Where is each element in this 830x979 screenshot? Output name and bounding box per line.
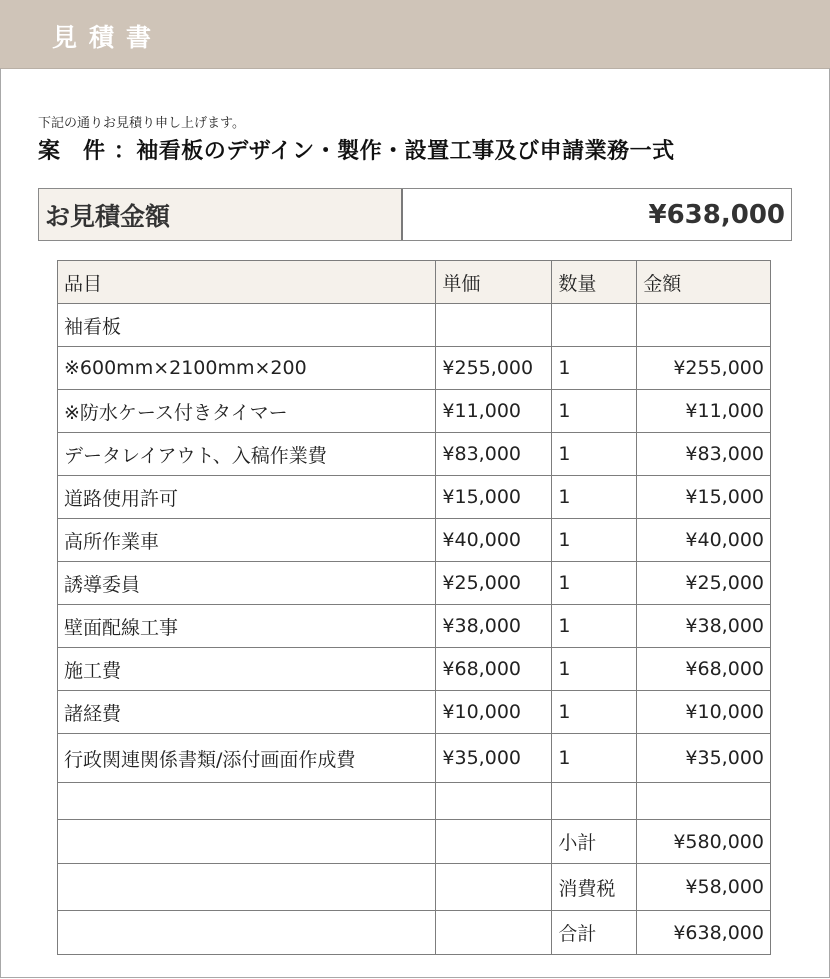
empty-cell	[58, 820, 436, 864]
table-row	[58, 519, 771, 562]
unit-price-cell: ¥255,000	[436, 347, 552, 390]
item-cell: データレイアウト、入稿作業費	[58, 433, 436, 476]
amount-cell: ¥35,000	[637, 734, 771, 783]
amount-cell: ¥11,000	[637, 390, 771, 433]
column-header-quantity: 数量	[552, 261, 637, 304]
quantity-cell: 1	[552, 519, 637, 562]
empty-cell	[58, 911, 436, 955]
table-row	[58, 648, 771, 691]
quantity-cell: 1	[552, 433, 637, 476]
table-row	[58, 433, 771, 476]
grand-total-row	[58, 911, 771, 955]
subtotal-value: ¥580,000	[637, 820, 771, 864]
item-cell: 袖看板	[58, 304, 436, 347]
quantity-cell: 1	[552, 691, 637, 734]
table-header-row	[58, 261, 771, 304]
unit-price-cell: ¥38,000	[436, 605, 552, 648]
intro-text: 下記の通りお見積り申し上げます。	[38, 116, 245, 131]
unit-price-cell: ¥35,000	[436, 734, 552, 783]
estimate-total-box	[38, 188, 792, 241]
quantity-cell: 1	[552, 605, 637, 648]
quantity-cell: 1	[552, 476, 637, 519]
grand-total-label: 合計	[552, 911, 637, 955]
quantity-cell: 1	[552, 347, 637, 390]
estimate-total-label: お見積金額	[39, 189, 403, 240]
table-row	[58, 734, 771, 783]
subject-label: 案 件	[38, 139, 106, 164]
empty-cell	[436, 820, 552, 864]
subject-value: ：袖看板のデザイン・製作・設置工事及び申請業務一式	[113, 139, 675, 164]
table-row	[58, 691, 771, 734]
unit-price-cell: ¥11,000	[436, 390, 552, 433]
amount-cell: ¥255,000	[637, 347, 771, 390]
tax-value: ¥58,000	[637, 864, 771, 911]
table-row	[58, 390, 771, 433]
table-row	[58, 562, 771, 605]
tax-label: 消費税	[552, 864, 637, 911]
empty-cell	[637, 783, 771, 820]
estimate-total-value: ¥638,000	[648, 199, 785, 230]
amount-cell	[637, 304, 771, 347]
grand-total-value: ¥638,000	[637, 911, 771, 955]
unit-price-cell: ¥40,000	[436, 519, 552, 562]
amount-cell: ¥38,000	[637, 605, 771, 648]
document-title: 見積書	[52, 23, 164, 52]
column-header-unit-price: 単価	[436, 261, 552, 304]
subtotal-label: 小計	[552, 820, 637, 864]
item-cell: 誘導委員	[58, 562, 436, 605]
amount-cell: ¥40,000	[637, 519, 771, 562]
unit-price-cell: ¥10,000	[436, 691, 552, 734]
quantity-cell: 1	[552, 734, 637, 783]
amount-cell: ¥68,000	[637, 648, 771, 691]
item-cell: ※防水ケース付きタイマー	[58, 390, 436, 433]
item-cell: 高所作業車	[58, 519, 436, 562]
tax-row	[58, 864, 771, 911]
table-row	[58, 605, 771, 648]
amount-cell: ¥15,000	[637, 476, 771, 519]
column-header-item: 品目	[58, 261, 436, 304]
unit-price-cell: ¥68,000	[436, 648, 552, 691]
quantity-cell: 1	[552, 562, 637, 605]
unit-price-cell: ¥15,000	[436, 476, 552, 519]
item-cell: 道路使用許可	[58, 476, 436, 519]
quantity-cell: 1	[552, 648, 637, 691]
item-cell: ※600mm×2100mm×200	[58, 347, 436, 390]
unit-price-cell: ¥25,000	[436, 562, 552, 605]
empty-cell	[436, 911, 552, 955]
empty-cell	[436, 864, 552, 911]
table-row	[58, 304, 771, 347]
unit-price-cell	[436, 304, 552, 347]
column-header-amount: 金額	[637, 261, 771, 304]
subtotal-row	[58, 820, 771, 864]
document-header	[0, 0, 830, 68]
empty-cell	[552, 783, 637, 820]
item-cell: 行政関連関係書類/添付画面作成費	[58, 734, 436, 783]
table-row	[58, 476, 771, 519]
subject-line	[38, 134, 675, 165]
item-cell: 諸経費	[58, 691, 436, 734]
quantity-cell	[552, 304, 637, 347]
quantity-cell: 1	[552, 390, 637, 433]
empty-cell	[58, 864, 436, 911]
line-items-table	[57, 260, 771, 955]
empty-cell	[58, 783, 436, 820]
amount-cell: ¥10,000	[637, 691, 771, 734]
empty-cell	[436, 783, 552, 820]
blank-row	[58, 783, 771, 820]
amount-cell: ¥83,000	[637, 433, 771, 476]
table-row	[58, 347, 771, 390]
amount-cell: ¥25,000	[637, 562, 771, 605]
unit-price-cell: ¥83,000	[436, 433, 552, 476]
item-cell: 施工費	[58, 648, 436, 691]
item-cell: 壁面配線工事	[58, 605, 436, 648]
